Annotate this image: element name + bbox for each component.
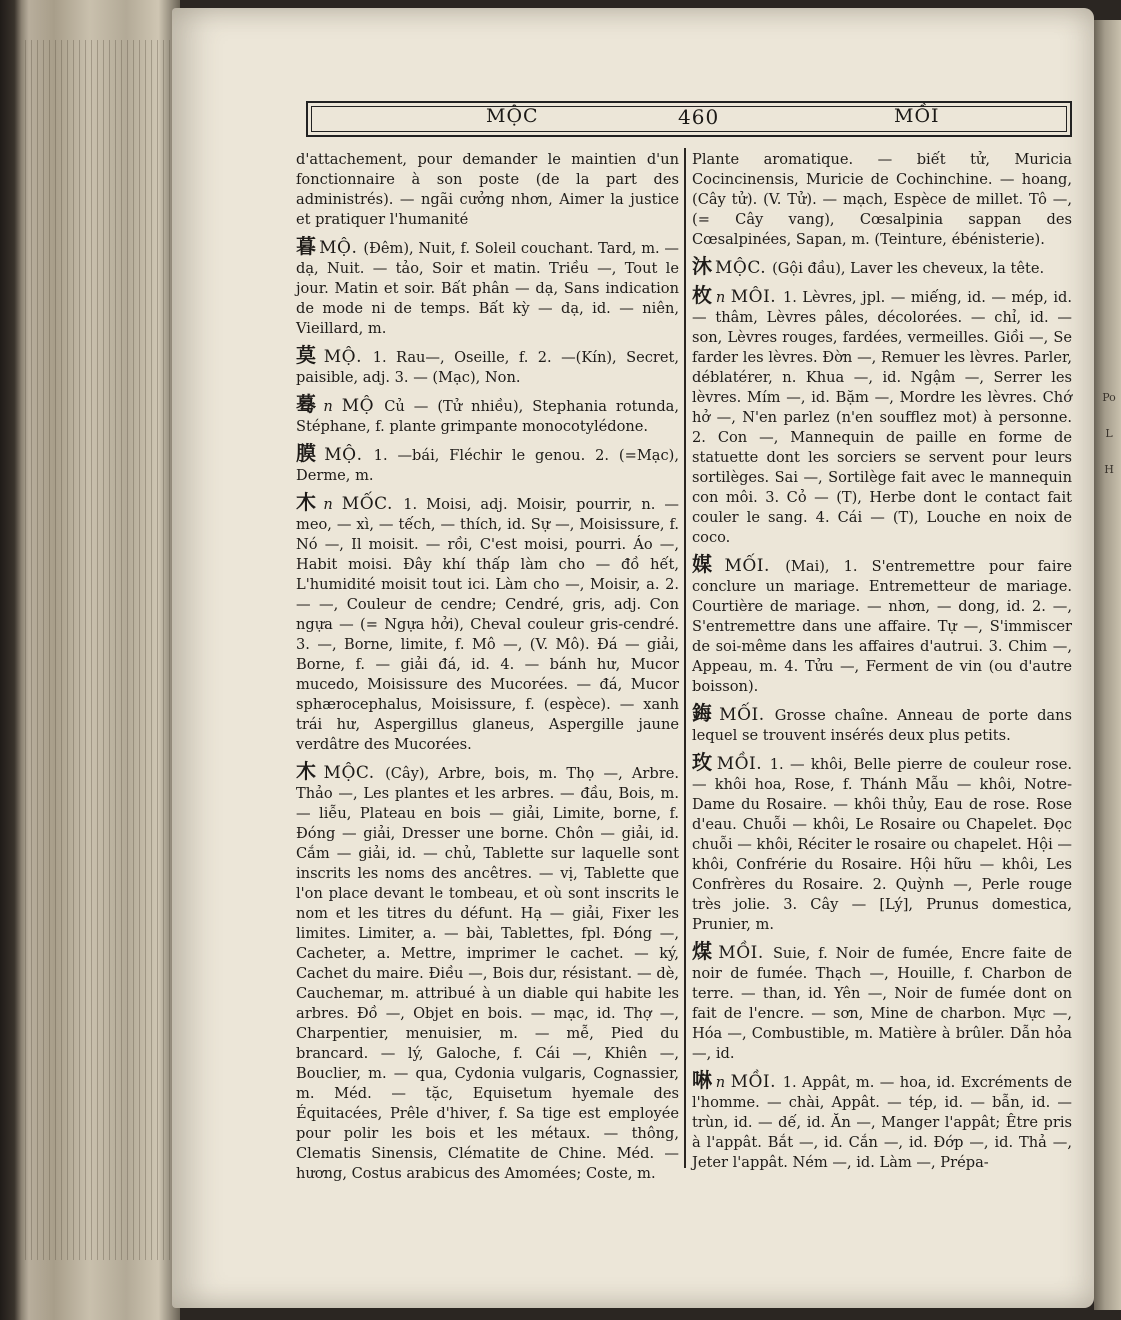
dictionary-entry (692, 1070, 1072, 1173)
entry-headword: MỘC. (323, 763, 386, 783)
entry-text: (Mai), 1. S'entremettre pour faire conclure un mariage. Entremetteur de mariage. Courtière de mariage. — nhơn, — dong, id. 2. —, S'entremettre dans une affaire. Tự —, S'immiscer de soi-même dans les affaires d'autrui. 3. Chim —, Appeau, m. 4. Tửu —, Ferment de vin (ou d'autre boisson). (692, 558, 1072, 695)
dictionary-entry (296, 492, 679, 755)
entry-text: d'attachement, pour demander le maintien d'un fonctionnaire à son poste (de la part des administrés). — ngãi cưởng nhơn, Aimer la justice et pratiquer l'humanité (296, 151, 679, 228)
next-page-edge-text: Po L H (1102, 391, 1116, 476)
page-edge-lines (25, 40, 175, 1260)
entry-continuation (692, 150, 1072, 250)
dictionary-entry (692, 285, 1072, 548)
page-header (306, 101, 1072, 137)
entry-continuation (296, 150, 679, 230)
entry-text: 1. — khôi, Belle pierre de couleur rose. — khôi hoa, Rose, f. Thánh Mẫu — khôi, Notre-Dame du Rosaire. — khôi thủy, Eau de rose. Rose d'eau. Chuỗi — khôi, Le Rosaire ou Chapelet. Đọc chuỗi — khôi, Réciter le rosaire ou chapelet. Hội — khôi, Confrérie du Rosaire. Hội hữu — khôi, Les Confrères du Rosaire. 2. Quỳnh —, Perle rouge très jolie. 3. Cây — [Lý], Prunus domestica, Prunier, m. (692, 756, 1072, 933)
dictionary-entry (692, 752, 1072, 935)
entry-headword: MỘ (341, 396, 385, 416)
right-column (692, 150, 1072, 1179)
dictionary-entry (692, 554, 1072, 697)
dictionary-entry (296, 394, 679, 437)
entry-han-character: 木 (296, 490, 321, 514)
entry-headword: MỐC. (341, 494, 404, 514)
entry-headword: MỒI. (718, 943, 773, 963)
entry-headword: MỐI. (719, 705, 775, 725)
entry-prefix: n (323, 398, 342, 415)
page-number: 460 (678, 105, 720, 129)
entry-han-character: 玫 (692, 750, 714, 774)
header-left-word: MỘC (486, 105, 539, 127)
entry-han-character: 啉 (692, 1068, 713, 1092)
entry-text: 1. Rau—, Oseille, f. 2. —(Kín), Secret, paisible, adj. 3. — (Mạc), Non. (296, 349, 679, 386)
column-divider (684, 148, 686, 1168)
entry-text: Suie, f. Noir de fumée, Encre faite de noir de fumée. Thạch —, Houille, f. Charbon de terre. — than, id. Yên —, Noir de fumée dont on fait de l'encre. — sơn, Mine de charbon. Mực —, Hóa —, Combustible, m. Matière à brûler. Dẫn hỏa —, id. (692, 945, 1073, 1062)
entry-prefix: n (323, 496, 342, 513)
entry-text: (Đêm), Nuit, f. Soleil couchant. Tard, m. — dạ, Nuit. — tảo, Soir et matin. Triều —, Tout le jour. Matin et soir. Bất phân — dạ, Sans indication de mode ni de temps. Bất kỳ — dạ, id. — niên, Vieillard, m. (296, 240, 680, 337)
header-right-word: MỒI (894, 105, 940, 127)
entry-text: Plante aromatique. — biết tử, Muricia Cocincinensis, Muricie de Cochinchine. — hoang, (Cây tử). (V. Tử). — mạch, Espèce de millet. Tô —, (= Cây vang), Cœsalpinia sappan des Cœsalpinées, Sapan, m. (Teinture, ébénisterie). (692, 151, 1072, 248)
entry-han-character: 沐 (692, 254, 712, 278)
dictionary-entry (296, 345, 679, 388)
entry-han-character: 木 (296, 759, 321, 783)
entry-text: (Gội đầu), Laver les cheveux, la tête. (772, 260, 1045, 277)
dictionary-entry (296, 236, 679, 339)
entry-headword: MỘ. (319, 238, 364, 258)
dictionary-entry (692, 941, 1072, 1064)
entry-headword: MỘ. (323, 347, 373, 367)
entry-han-character: 鋂 (692, 701, 717, 725)
dictionary-entry (692, 703, 1072, 746)
entry-headword: MÔI. (730, 287, 783, 307)
entry-han-character: 暮 (296, 234, 317, 258)
entry-text: (Cây), Arbre, bois, m. Thọ —, Arbre. Thảo —, Les plantes et les arbres. — đầu, Bois, m. — liễu, Plateau en bois — giải, Limite, borne, f. Đóng — giải, Dresser une borne. Chôn — giải, id. Cắm — giải, id. — chủ, Tablette sur laquelle sont inscrits les noms des ancêtres. — vị, Tablette que l'on place devant le tombeau, et où sont inscrits le nom et les titres du défunt. Hạ — giải, Fixer les limites. Limiter, a. — bài, Tablettes, fpl. Đóng —, Cacheter, a. Mettre, imprimer le cachet. — ký, Cachet du maire. Điều —, Bois dur, résistant. — dè, Cauchemar, m. attribué à un diable qui habite les arbres. Đồ —, Objet en bois. — mạc, id. Thợ —, Charpentier, menuisier, m. — mễ, Pied du brancard. — lý, Galoche, f. Cái —, Khiên —, Bouclier, m. — qua, Cydonia vulgaris, Cognassier, m. Méd. — tặc, Equisetum hyemale des Équitacées, Prêle d'hiver, f. Sa tige est employée pour polir les bois et les métaux. — thông, Clematis Sinensis, Clématite de Chine. Méd. — hương, Costus arabicus des Amomées; Coste, m. (296, 765, 679, 1182)
left-column (296, 150, 679, 1190)
entry-han-character: 膜 (296, 441, 322, 465)
entry-text: Grosse chaîne. Anneau de porte dans lequel se trouvent insérés deux plus petits. (692, 707, 1073, 744)
dictionary-entry (296, 761, 679, 1184)
entry-text: 1. —bái, Fléchir le genou. 2. (=Mạc), Derme, m. (296, 447, 679, 484)
entry-han-character: 枚 (692, 283, 713, 307)
entry-text: 1. Lèvres, jpl. — miếng, id. — mép, id. — thâm, Lèvres pâles, décolorées. — chỉ, id. — son, Lèvres rouges, fardées, vermeilles. Giồi —, Se farder les lèvres. Đờn —, Remuer les lèvres. Parler, déblatérer, n. Khua —, id. Ngậm —, Serrer les lèvres. Mím —, id. Bặm —, Mordre les lèvres. Chớ hở —, N'en parlez (n'en soufflez mot) à personne. 2. Con —, Mannequin de paille en forme de statuette dont les sorciers se servent pour leurs sortilèges. Sai —, Sortilège fait avec le mannequin con môi. 3. Cỏ — (T), Herbe dont le contact fait couler le sang. 4. Cái — (T), Louche en noix de coco. (692, 289, 1073, 546)
entry-headword: MỒI. (716, 754, 770, 774)
entry-text: Củ — (Tử nhiều), Stephania rotunda, Stéphane, f. plante grimpante monocotylédone. (296, 398, 680, 435)
entry-han-character: 蓦 (296, 392, 321, 416)
entry-headword: MỐI. (724, 556, 786, 576)
entry-headword: MỘC. (715, 258, 773, 278)
entry-han-character: 煤 (692, 939, 716, 963)
entry-han-character: 莫 (296, 343, 321, 367)
dictionary-entry (692, 256, 1072, 279)
entry-headword: MỘ. (324, 445, 374, 465)
entry-text: 1. Moisi, adj. Moisir, pourrir, n. — meo, — xì, — tếch, — thích, id. Sự —, Moisissure, f. Nó —, Il moisit. — rồi, C'est moisi, pourri. Áo —, Habit moisi. Đây khí thấp làm cho — đồ hết, L'humidité moisit tout ici. Làm cho —, Moisir, a. 2. — —, Couleur de cendre; Cendré, gris, adj. Con ngựa — (= Ngựa hởi), Cheval couleur gris-cendré. 3. —, Borne, limite, f. Mô —, (V. Mô). Đá — giải, Borne, f. — giải đá, id. 4. — bánh hư, Mucor mucedo, Moisissure des Mucorées. — đá, Mucor sphærocephalus, Moisissure, f. (espèce). — xanh trái hư, Aspergillus glaneus, Aspergille jaune verdâtre des Mucorées. (296, 496, 679, 753)
entry-prefix: n (715, 289, 731, 306)
book-page-edges (0, 0, 180, 1320)
entry-han-character: 媒 (692, 552, 722, 576)
entry-headword: MỒI. (730, 1072, 783, 1092)
entry-prefix: n (715, 1074, 731, 1091)
entry-text: 1. Appât, m. — hoa, id. Excréments de l'homme. — chài, Appât. — tép, id. — bẫn, id. — trùn, id. — dế, id. Ăn —, Manger l'appât; Être pris à l'appât. Bắt —, id. Cắn —, id. Đớp —, id. Thả —, Jeter l'appât. Ném —, id. Làm —, Prépa- (692, 1074, 1073, 1171)
next-page-edge (1094, 20, 1121, 1310)
dictionary-entry (296, 443, 679, 486)
